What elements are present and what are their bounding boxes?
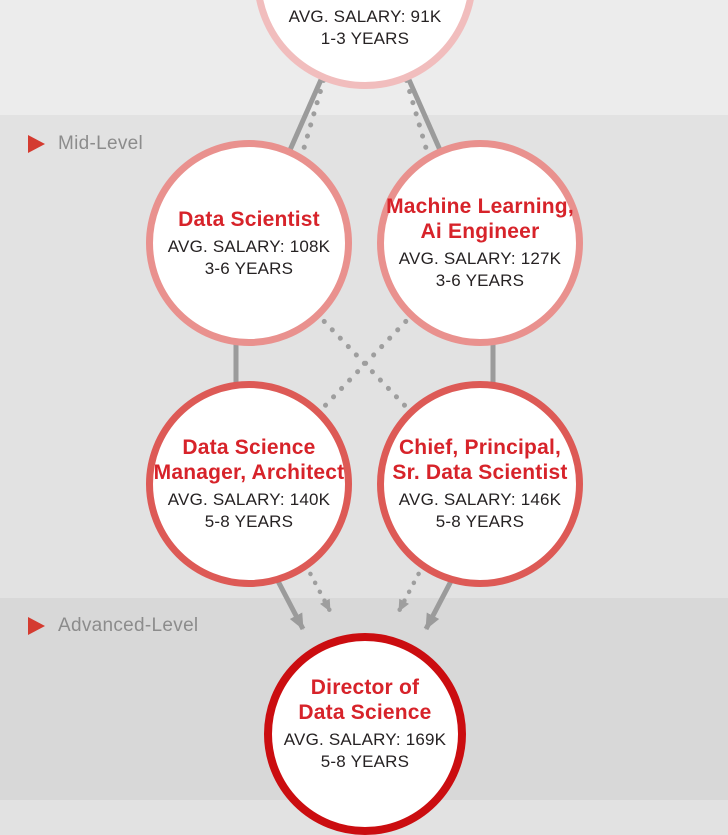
mid-level-label-text: Mid-Level — [58, 133, 144, 154]
node-title-line1: Chief, Principal, — [398, 436, 562, 459]
advanced-level-label — [28, 615, 198, 637]
node-ml-ai-engineer — [377, 140, 583, 346]
node-title: Data Scientist — [178, 207, 320, 231]
node-years: 1-3 YEARS — [320, 29, 410, 48]
node-years: 3-6 YEARS — [204, 258, 294, 278]
node-title-line1: Machine Learning, — [386, 195, 574, 218]
node-salary: AVG. SALARY: 146K — [398, 490, 562, 509]
node-title-line2: Ai Engineer — [420, 220, 540, 243]
node-chief-principal-sr-data-scientist — [377, 381, 583, 587]
node-salary: AVG. SALARY: 169K — [283, 730, 447, 749]
node-years: 3-6 YEARS — [435, 271, 525, 290]
node-years: 5-8 YEARS — [320, 752, 410, 771]
node-years: 5-8 YEARS — [204, 512, 294, 531]
node-director-of-data-science — [264, 633, 466, 835]
triangle-marker-icon — [28, 617, 45, 635]
node-title-line1: Director of — [310, 676, 420, 699]
node-title-line2: Sr. Data Scientist — [392, 461, 568, 484]
node-title-line2: Data Science — [298, 701, 432, 724]
node-salary: AVG. SALARY: 127K — [398, 249, 562, 268]
node-salary: AVG. SALARY: 91K — [288, 7, 442, 26]
triangle-marker-icon — [28, 135, 45, 153]
advanced-level-label-text: Advanced-Level — [58, 615, 199, 636]
node-title-line2: Manager, Architect — [153, 461, 345, 484]
node-ds-manager-architect — [146, 381, 352, 587]
node-salary: AVG. SALARY: 108K — [167, 236, 331, 256]
node-title-line1: Data Science — [182, 436, 316, 459]
mid-level-label — [28, 133, 143, 155]
node-data-scientist — [146, 140, 352, 346]
node-salary: AVG. SALARY: 140K — [167, 490, 331, 509]
node-years: 5-8 YEARS — [435, 512, 525, 531]
